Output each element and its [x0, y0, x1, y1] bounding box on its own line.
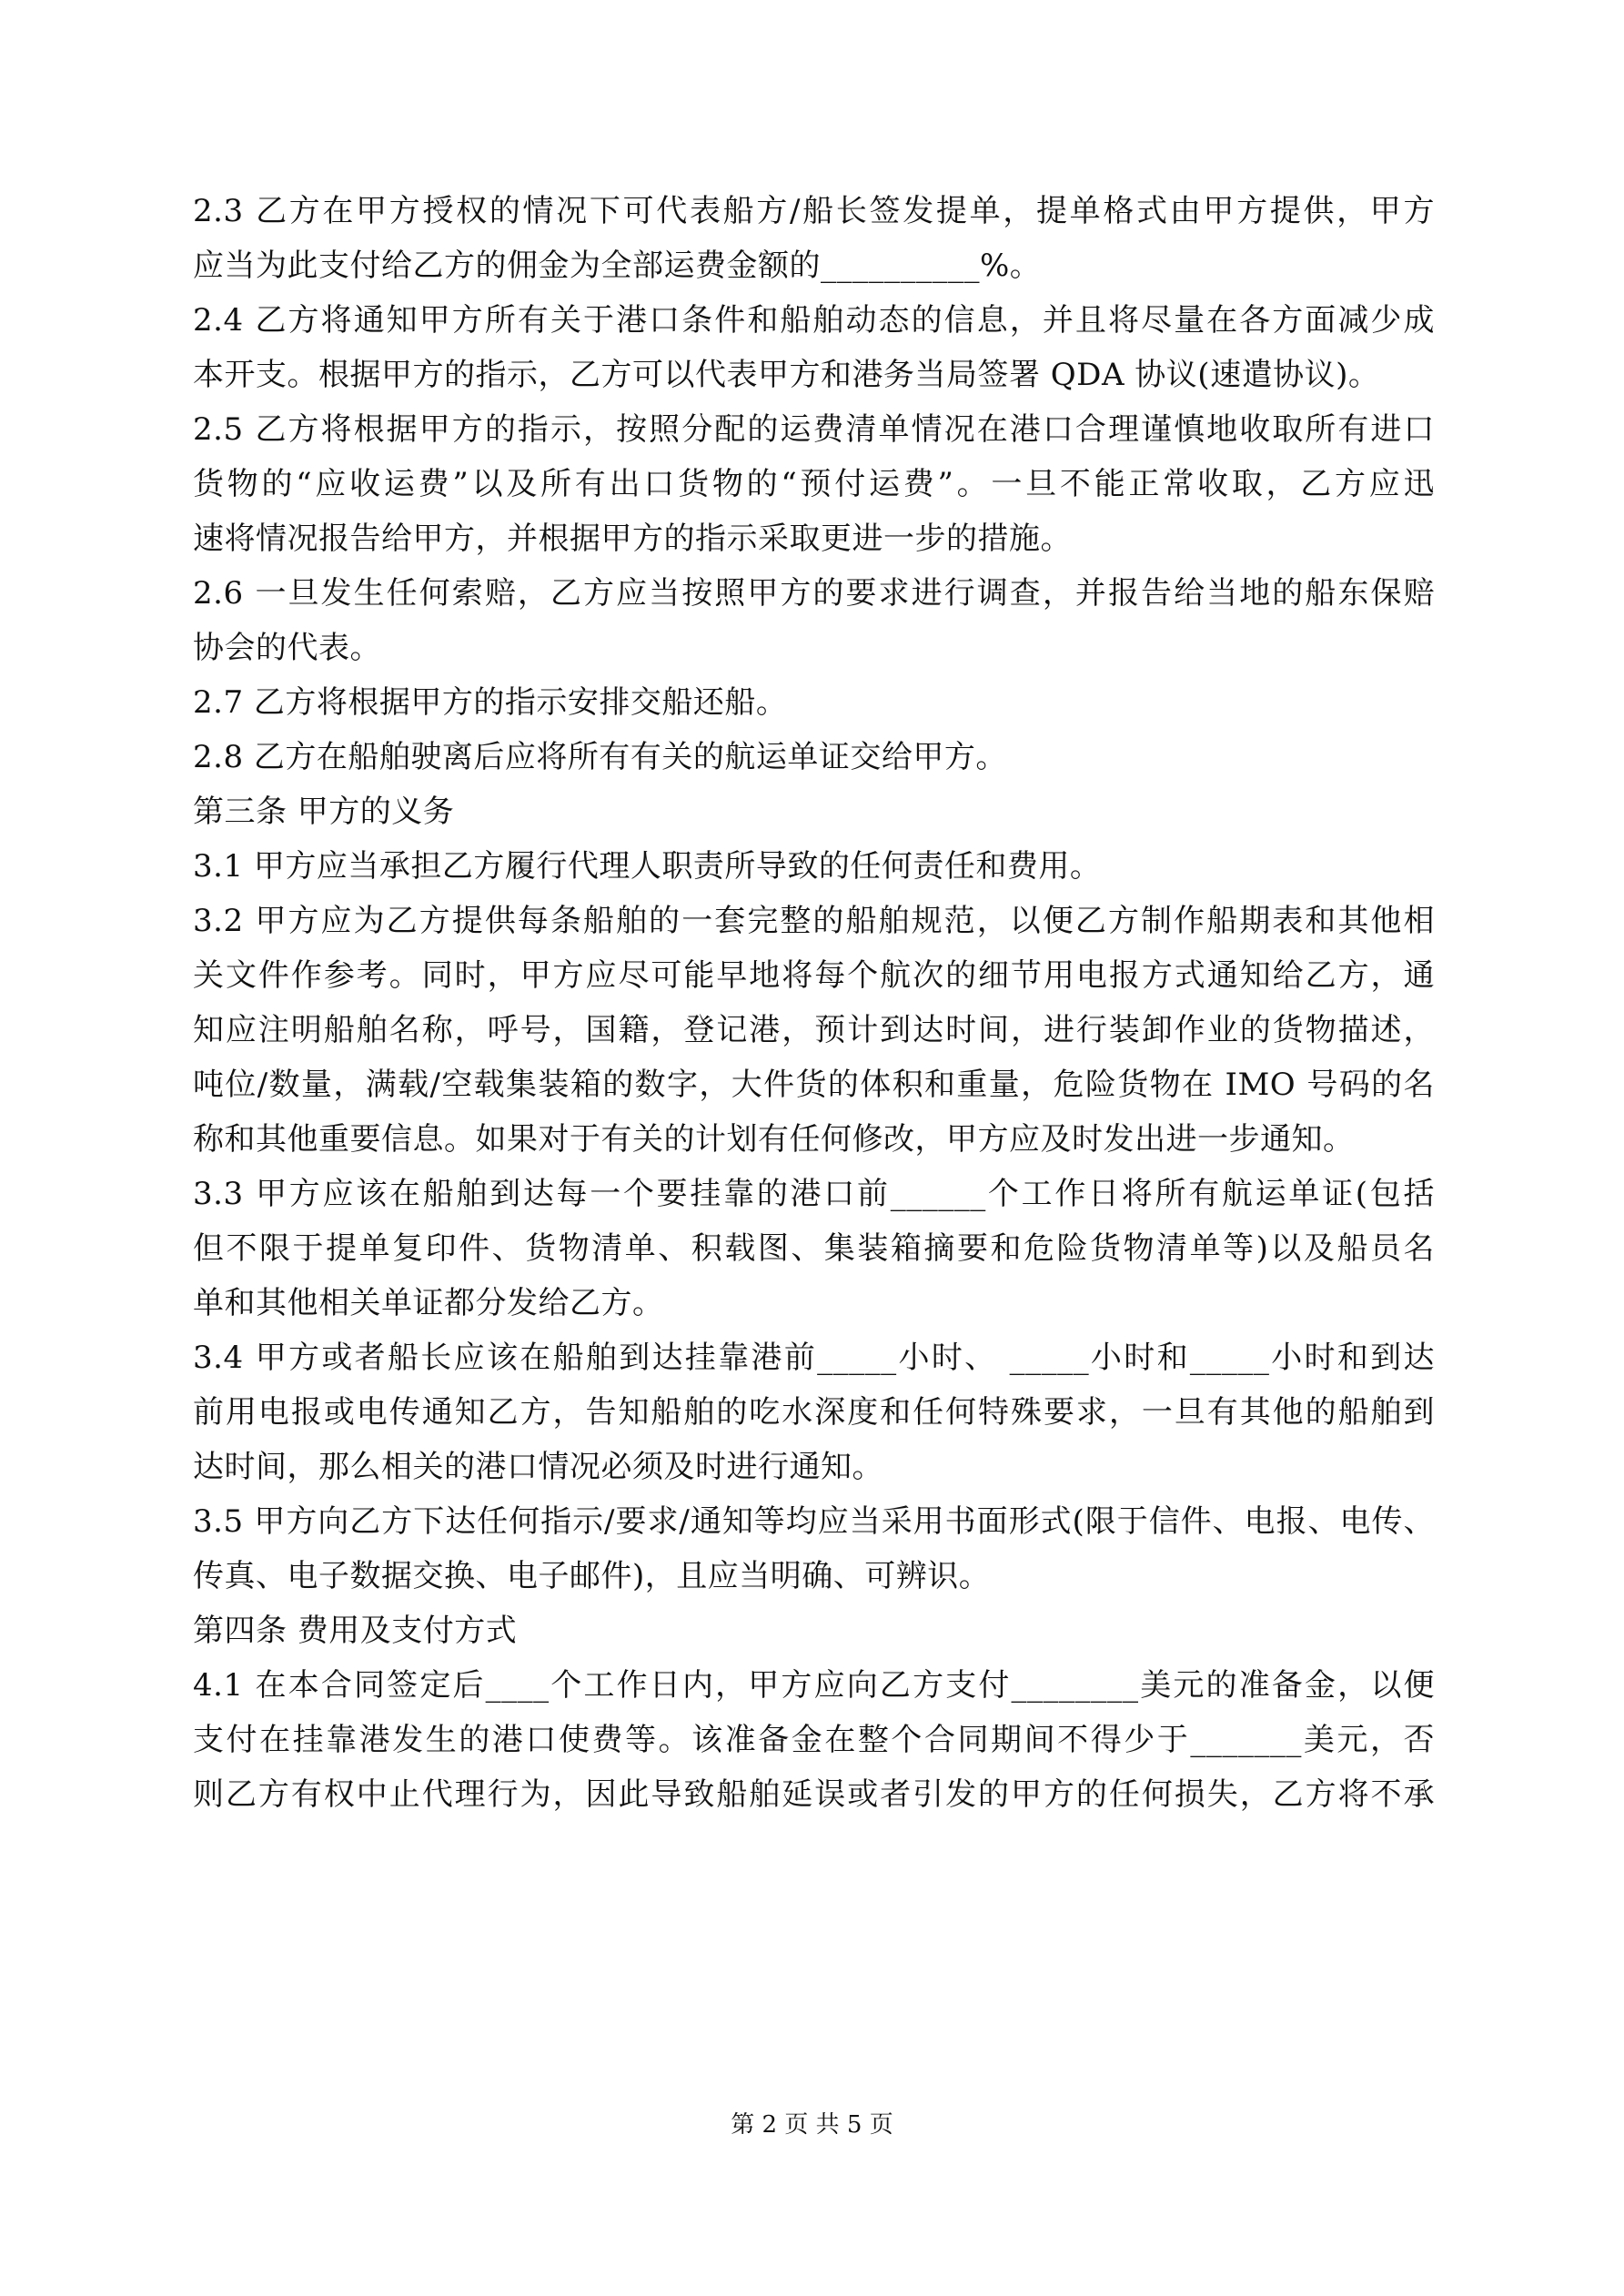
text-line: 2.8 乙方在船舶驶离后应将所有有关的航运单证交给甲方。 [193, 739, 1007, 775]
text-line: 2.3 乙方在甲方授权的情况下可代表船方/船长签发提单，提单格式由甲方提供，甲方 [193, 193, 1435, 229]
text-line: 传真、电子数据交换、电子邮件)，且应当明确、可辨识。 [193, 1558, 991, 1594]
text-line: 前用电报或电传通知乙方，告知船舶的吃水深度和任何特殊要求，一旦有其他的船舶到 [193, 1394, 1435, 1431]
text-line: 3.5 甲方向乙方下达任何指示/要求/通知等均应当采用书面形式(限于信件、电报、电传、 [193, 1503, 1435, 1540]
text-line: 吨位/数量，满载/空载集装箱的数字，大件货的体积和重量，危险货物在 IMO 号码的名 [193, 1067, 1435, 1103]
text-line: 2.5 乙方将根据甲方的指示，按照分配的运费清单情况在港口合理谨慎地收取所有进口 [193, 411, 1435, 448]
text-line: 2.6 一旦发生任何索赔，乙方应当按照甲方的要求进行调查，并报告给当地的船东保赔 [193, 575, 1435, 612]
text-line: 货物的“应收运费”以及所有出口货物的“预付运费”。一旦不能正常收取，乙方应迅 [193, 466, 1435, 502]
text-line: 4.1 在本合同签定后____个工作日内，甲方应向乙方支付________美元的准备金，以便 [193, 1667, 1435, 1704]
text-line: 知应注明船舶名称，呼号，国籍，登记港，预计到达时间，进行装卸作业的货物描述， [193, 1012, 1435, 1048]
text-line: 支付在挂靠港发生的港口使费等。该准备金在整个合同期间不得少于_______美元，否 [193, 1722, 1435, 1758]
text-line: 3.4 甲方或者船长应该在船舶到达挂靠港前_____小时、 _____小时和_____小时和到达 [193, 1340, 1435, 1376]
page-number-footer: 第 2 页 共 5 页 [731, 2111, 893, 2139]
document-body [193, 194, 1435, 1832]
section-heading: 第三条 甲方的义务 [193, 794, 455, 830]
text-line: 应当为此支付给乙方的佣金为全部运费金额的__________%。 [193, 248, 1042, 284]
text-line: 关文件作参考。同时，甲方应尽可能早地将每个航次的细节用电报方式通知给乙方，通 [193, 957, 1435, 994]
text-line: 单和其他相关单证都分发给乙方。 [193, 1285, 664, 1321]
text-line: 协会的代表。 [193, 630, 381, 666]
text-line: 速将情况报告给甲方，并根据甲方的指示采取更进一步的措施。 [193, 521, 1072, 557]
text-line: 则乙方有权中止代理行为，因此导致船舶延误或者引发的甲方的任何损失，乙方将不承 [193, 1776, 1435, 1813]
text-line: 3.1 甲方应当承担乙方履行代理人职责所导致的任何责任和费用。 [193, 848, 1102, 885]
text-line: 达时间，那么相关的港口情况必须及时进行通知。 [193, 1449, 883, 1485]
text-line: 2.4 乙方将通知甲方所有关于港口条件和船舶动态的信息，并且将尽量在各方面减少成 [193, 302, 1435, 339]
text-line: 称和其他重要信息。如果对于有关的计划有任何修改，甲方应及时发出进一步通知。 [193, 1121, 1355, 1158]
text-line: 3.3 甲方应该在船舶到达每一个要挂靠的港口前______个工作日将所有航运单证(包括 [193, 1176, 1435, 1212]
section-heading: 第四条 费用及支付方式 [193, 1613, 518, 1649]
text-line: 3.2 甲方应为乙方提供每条船舶的一套完整的船舶规范，以便乙方制作船期表和其他相 [193, 903, 1435, 939]
text-line: 但不限于提单复印件、货物清单、积载图、集装箱摘要和危险货物清单等)以及船员名 [193, 1230, 1435, 1267]
text-line: 本开支。根据甲方的指示，乙方可以代表甲方和港务当局签署 QDA 协议(速遣协议)。 [193, 357, 1380, 393]
text-line: 2.7 乙方将根据甲方的指示安排交船还船。 [193, 684, 788, 721]
